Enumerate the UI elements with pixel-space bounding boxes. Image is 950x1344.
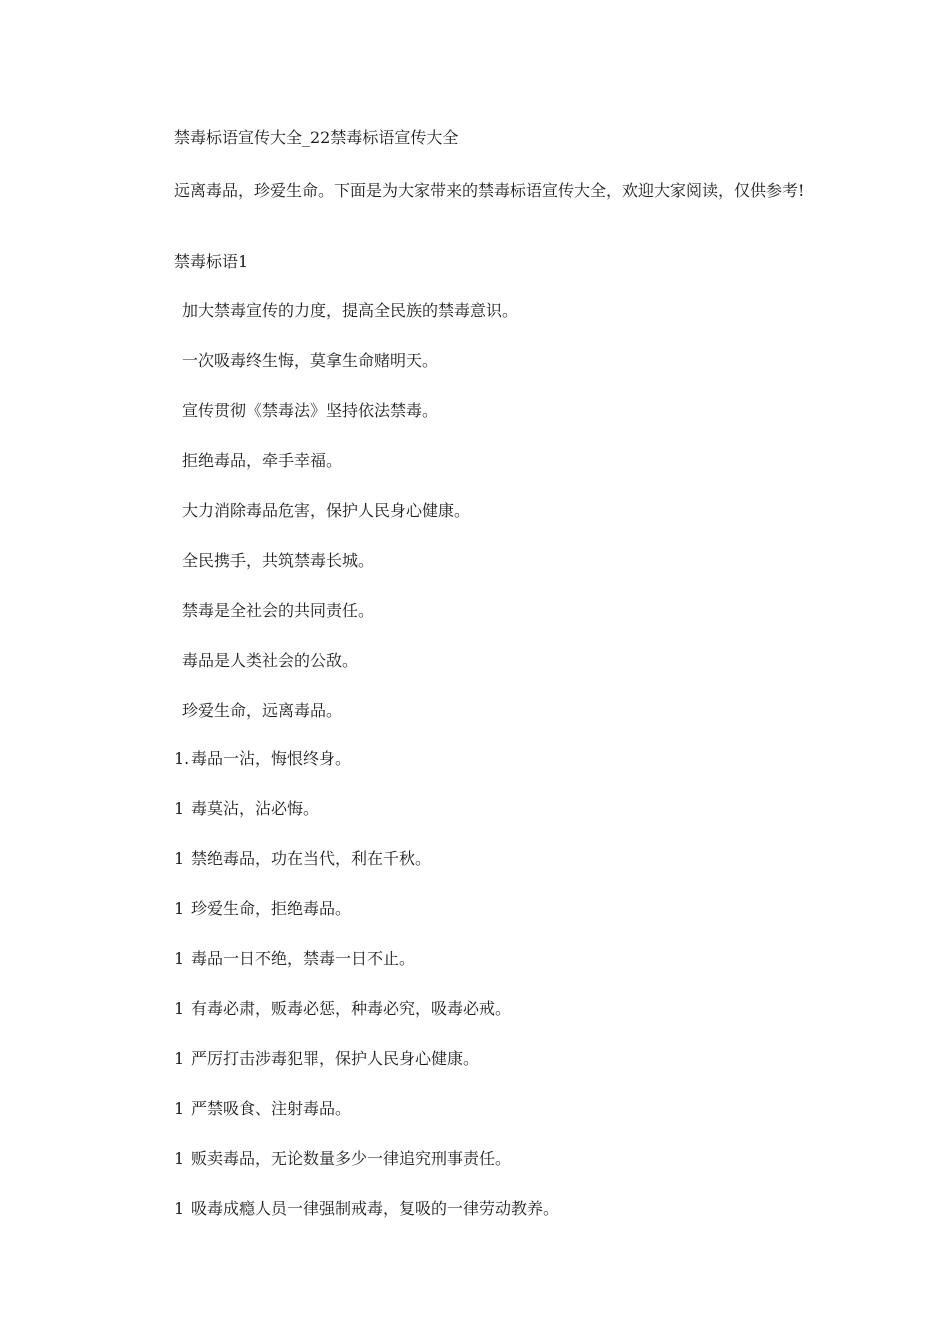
item-number: 1 bbox=[174, 849, 185, 868]
numbered-slogan-item bbox=[174, 749, 559, 799]
item-number: 1 bbox=[174, 899, 185, 918]
item-number: 1 bbox=[174, 799, 185, 818]
item-number: 1 bbox=[174, 1099, 185, 1118]
numbered-slogan-item bbox=[174, 1199, 559, 1249]
numbered-slogan-item bbox=[174, 1049, 559, 1099]
numbered-slogan-item bbox=[174, 849, 559, 899]
item-text: 禁绝毒品，功在当代，利在千秋。 bbox=[191, 849, 432, 868]
item-number: 1 bbox=[174, 1149, 185, 1168]
numbered-slogan-list bbox=[174, 749, 559, 1249]
document-title: 禁毒标语宣传大全_22禁毒标语宣传大全 bbox=[174, 128, 459, 147]
item-text: 贩卖毒品，无论数量多少一律追究刑事责任。 bbox=[191, 1149, 512, 1168]
slogan-item: 禁毒是全社会的共同责任。 bbox=[182, 601, 375, 620]
section-heading: 禁毒标语1 bbox=[174, 252, 249, 271]
numbered-slogan-item bbox=[174, 999, 559, 1049]
numbered-slogan-item bbox=[174, 1149, 559, 1199]
item-text: 毒品一日不绝，禁毒一日不止。 bbox=[191, 949, 416, 968]
slogan-item: 一次吸毒终生悔，莫拿生命赌明天。 bbox=[182, 351, 439, 370]
slogan-item: 珍爱生命，远离毒品。 bbox=[182, 701, 343, 720]
item-number: 1 bbox=[174, 949, 185, 968]
numbered-slogan-item bbox=[174, 799, 559, 849]
slogan-item: 全民携手，共筑禁毒长城。 bbox=[182, 551, 375, 570]
item-text: 严禁吸食、注射毒品。 bbox=[191, 1099, 352, 1118]
item-number: 1 bbox=[174, 999, 185, 1018]
item-number: 1. bbox=[174, 749, 190, 768]
slogan-item: 拒绝毒品，牵手幸福。 bbox=[182, 451, 343, 470]
item-text: 毒品一沾，悔恨终身。 bbox=[191, 749, 352, 768]
item-text: 严厉打击涉毒犯罪，保护人民身心健康。 bbox=[191, 1049, 480, 1068]
item-text: 毒莫沾，沾必悔。 bbox=[191, 799, 320, 818]
slogan-item: 加大禁毒宣传的力度，提高全民族的禁毒意识。 bbox=[182, 301, 519, 320]
slogan-item: 毒品是人类社会的公敌。 bbox=[182, 651, 359, 670]
slogan-list bbox=[182, 301, 518, 751]
item-number: 1 bbox=[174, 1199, 185, 1218]
numbered-slogan-item bbox=[174, 899, 559, 949]
slogan-item: 大力消除毒品危害，保护人民身心健康。 bbox=[182, 501, 471, 520]
numbered-slogan-item bbox=[174, 1099, 559, 1149]
item-number: 1 bbox=[174, 1049, 185, 1068]
slogan-item: 宣传贯彻《禁毒法》坚持依法禁毒。 bbox=[182, 401, 439, 420]
numbered-slogan-item bbox=[174, 949, 559, 999]
intro-paragraph: 远离毒品，珍爱生命。下面是为大家带来的禁毒标语宣传大全，欢迎大家阅读，仅供参考! bbox=[174, 181, 805, 200]
item-text: 珍爱生命，拒绝毒品。 bbox=[191, 899, 352, 918]
item-text: 吸毒成瘾人员一律强制戒毒，复吸的一律劳动教养。 bbox=[191, 1199, 560, 1218]
item-text: 有毒必肃，贩毒必惩，种毒必究，吸毒必戒。 bbox=[191, 999, 512, 1018]
